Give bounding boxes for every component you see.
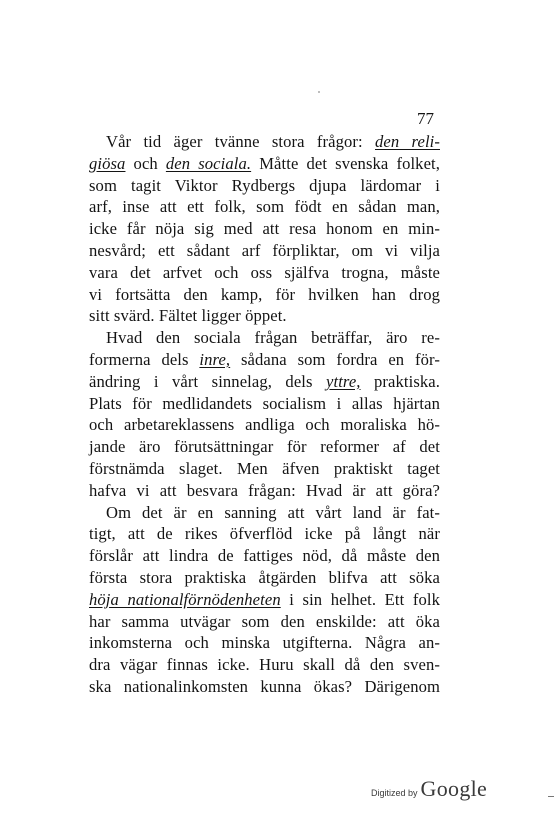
text-line (89, 567, 440, 589)
watermark-brand: Google (420, 776, 488, 801)
text-line (89, 393, 440, 415)
text-segment: inkomsterna och minska utgifterna. Några an- (89, 633, 440, 653)
text-segment: sitt svärd. Fältet ligger öppet. (89, 306, 287, 326)
text-line (89, 131, 440, 153)
text-segment: tigt, att de rikes öfverflöd icke på långt när (89, 524, 440, 544)
emphasized-text: yttre, (326, 371, 361, 391)
text-line (89, 502, 440, 524)
text-segment: dra vägar finnas icke. Huru skall då den sven- (89, 655, 440, 675)
text-segment: vi fortsätta den kamp, för hvilken han drog (89, 284, 440, 304)
text-segment: första stora praktiska åtgärden blifva att söka (89, 567, 440, 587)
emphasized-text: höja nationalförnödenheten (89, 589, 281, 609)
text-line (89, 153, 440, 175)
emphasized-text: den sociala. (165, 153, 252, 173)
text-segment: sådana som fordra en för- (230, 349, 440, 369)
text-segment: som tagit Viktor Rydbergs djupa lärdomar i (89, 175, 440, 195)
text-segment: arf, inse att ett folk, som födt en sådan man, (89, 197, 440, 217)
text-line (89, 611, 440, 633)
text-segment: i sin helhet. Ett folk (280, 589, 440, 609)
text-segment: Plats för medlidandets socialism i allas hjärtan (89, 393, 440, 413)
text-line (89, 305, 440, 327)
text-segment: jande äro förutsättningar för reformer af det (89, 437, 440, 457)
text-line (89, 349, 440, 371)
digitized-by-google-watermark (371, 776, 487, 806)
text-segment: förstnämda slaget. Men äfven praktiskt taget (89, 458, 440, 478)
text-segment: formerna dels (89, 349, 200, 369)
text-line (89, 218, 440, 240)
text-segment: Måtte det svenska folket, (251, 153, 441, 173)
text-line (89, 545, 440, 567)
text-line (89, 589, 440, 611)
text-line (89, 654, 440, 676)
text-line (89, 458, 440, 480)
text-segment: nesvård; ett sådant arf förpliktar, om vi vilja (89, 240, 440, 260)
text-line (89, 196, 440, 218)
text-line (89, 175, 440, 197)
text-segment: Om det är en sanning att vårt land är fat- (106, 502, 440, 522)
text-segment: förslår att lindra de fattiges nöd, då måste den (89, 546, 440, 566)
text-line (89, 436, 440, 458)
text-segment: Vår tid äger tvänne stora frågor: (106, 132, 376, 151)
text-segment: ändring i vårt sinnelag, dels (89, 371, 327, 391)
text-line (89, 676, 440, 698)
text-segment: och (125, 153, 166, 173)
emphasized-text: den reli- (375, 132, 440, 151)
text-line (89, 327, 440, 349)
text-line (89, 414, 440, 436)
text-line (89, 632, 440, 654)
text-line (89, 240, 440, 262)
text-line (89, 262, 440, 284)
text-segment: Hvad den sociala frågan beträffar, äro re- (106, 328, 440, 348)
text-line (89, 523, 440, 545)
emphasized-text: inre, (199, 349, 231, 369)
text-line (89, 480, 440, 502)
text-segment: har samma utvägar som den enskilde: att öka (89, 611, 440, 631)
text-segment: hafva vi att besvara frågan: Hvad är att göra? (89, 480, 440, 500)
body-text (89, 131, 440, 698)
text-line (89, 371, 440, 393)
text-segment: vara det arfvet och oss själfva trogna, måste (89, 262, 440, 282)
page-edge-mark (548, 796, 554, 797)
text-line (89, 284, 440, 306)
text-segment: praktiska. (360, 371, 440, 391)
watermark-prefix: Digitized by (371, 788, 418, 798)
text-segment: icke får nöja sig med att resa honom en min- (89, 219, 440, 239)
page-number: 77 (417, 109, 434, 128)
emphasized-text: giösa (89, 153, 126, 173)
text-segment: ska nationalinkomsten kunna ökas? Därigenom (89, 676, 440, 696)
text-segment: och arbetareklassens andliga och moraliska hö- (89, 415, 440, 435)
scan-speck (318, 91, 320, 93)
